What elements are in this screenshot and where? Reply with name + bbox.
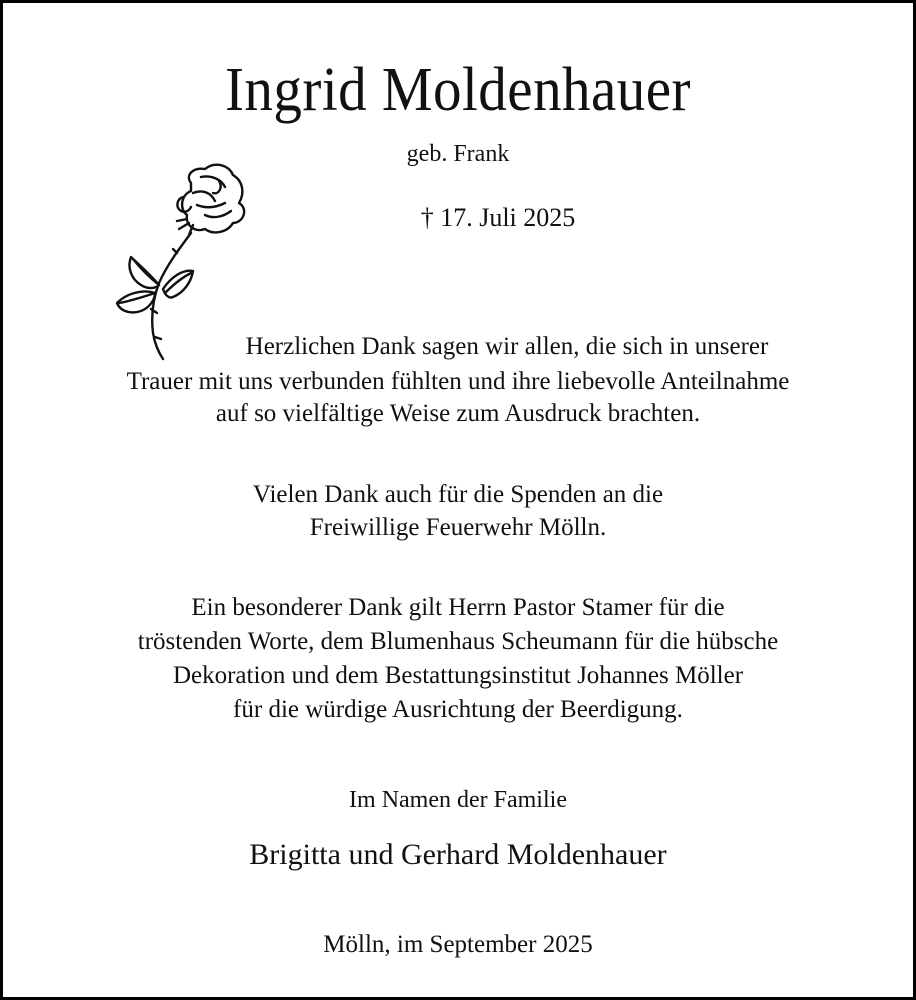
special-thanks-line-2: tröstenden Worte, dem Blumenhaus Scheumann für die hübsche [137, 628, 779, 655]
thanks-line-1: Herzlichen Dank sagen wir allen, die sich in unserer [245, 333, 769, 360]
donation-line-1: Vielen Dank auch für die Spenden an die [252, 481, 664, 508]
thanks-line-3: auf so vielfältige Weise zum Ausdruck brachten. [215, 400, 701, 427]
place-date: Mölln, im September 2025 [323, 931, 593, 958]
deceased-name: Ingrid Moldenhauer [224, 56, 692, 124]
maiden-name: geb. Frank [406, 141, 510, 167]
special-thanks-line-3: Dekoration und dem Bestattungsinstitut Johannes Möller [172, 662, 744, 689]
donation-line-2: Freiwillige Feuerwehr Mölln. [309, 514, 607, 541]
closing-phrase: Im Namen der Familie [349, 787, 567, 813]
signers: Brigitta und Gerhard Moldenhauer [249, 838, 667, 871]
special-thanks-line-1: Ein besonderer Dank gilt Herrn Pastor Stamer für die [191, 594, 725, 621]
thanks-line-2: Trauer mit uns verbunden fühlten und ihre liebevolle Anteilnahme [126, 368, 790, 395]
special-thanks-line-4: für die würdige Ausrichtung der Beerdigung. [233, 696, 683, 723]
death-date: † 17. Juli 2025 [420, 203, 576, 232]
